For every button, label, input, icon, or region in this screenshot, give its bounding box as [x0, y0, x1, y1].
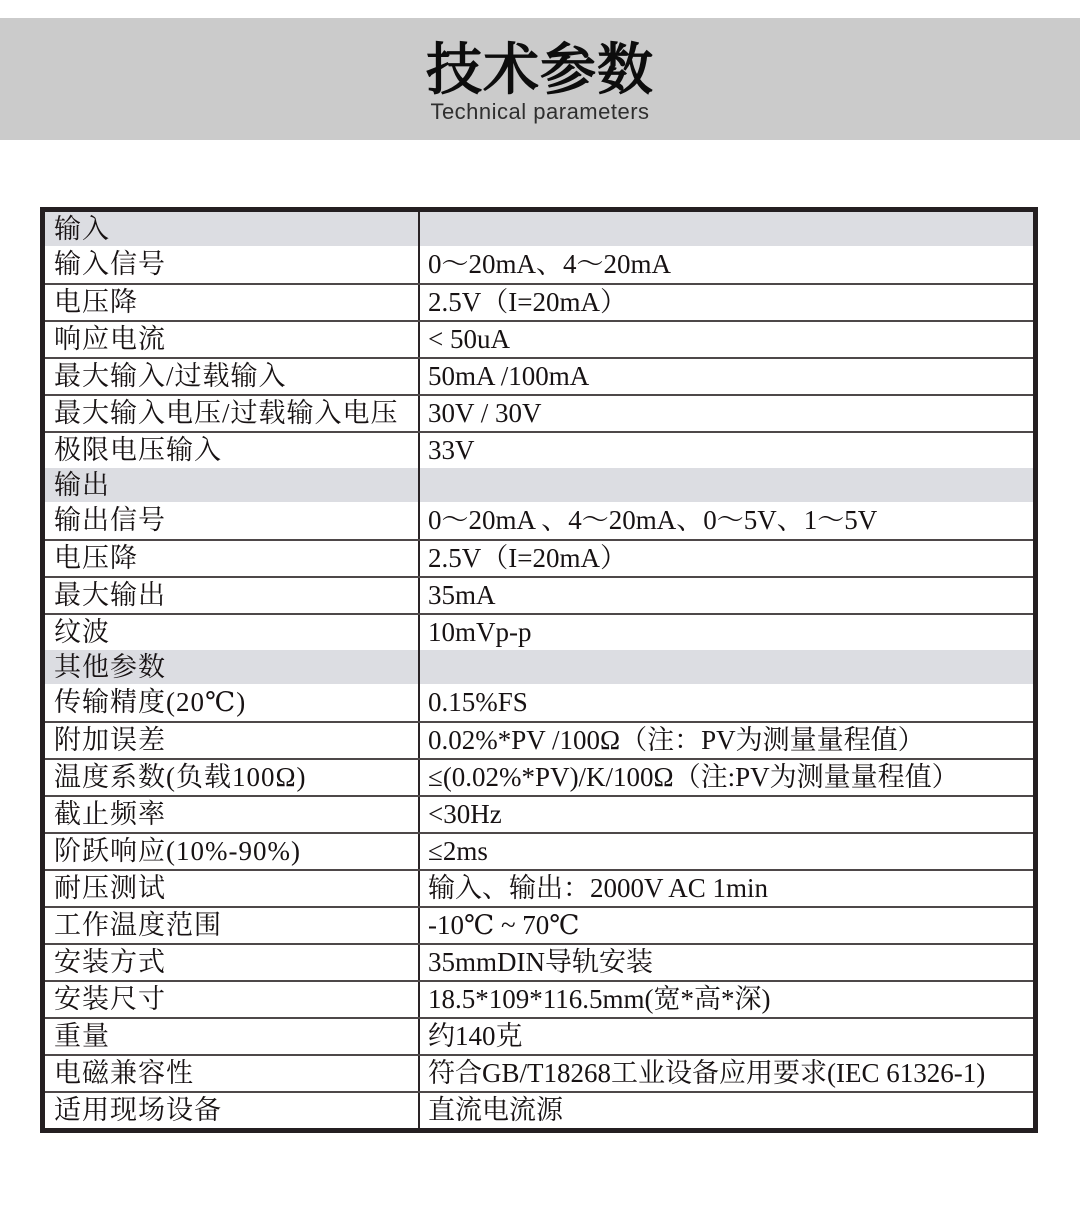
table-row: [45, 906, 1033, 943]
section-row: [45, 650, 1033, 684]
param-value-cell: -10℃ ~ 70℃: [428, 910, 580, 940]
param-label-cell: 电压降: [45, 541, 420, 576]
table-row: [45, 1054, 1033, 1091]
param-value-cell: 10mVp-p: [428, 617, 532, 647]
param-label-cell: 温度系数(负载100Ω): [45, 760, 420, 795]
spec-table: [40, 207, 1038, 1133]
section-row: [45, 468, 1033, 502]
param-label-cell: 输入: [45, 212, 420, 246]
table-row: [45, 502, 1033, 539]
param-value-cell: 2.5V（I=20mA）: [428, 543, 627, 573]
header-band: [0, 18, 1080, 140]
param-label-cell: 最大输入/过载输入: [45, 359, 420, 394]
table-row: [45, 869, 1033, 906]
param-value-cell: 0～20mA 、4～20mA、0～5V、1～5V: [428, 505, 878, 535]
param-value-cell: 30V / 30V: [428, 398, 542, 428]
param-label-cell: 纹波: [45, 615, 420, 650]
table-row: [45, 684, 1033, 721]
table-row: [45, 320, 1033, 357]
param-label-cell: 响应电流: [45, 322, 420, 357]
table-row: [45, 758, 1033, 795]
param-label-cell: 适用现场设备: [45, 1093, 420, 1128]
table-row: [45, 1091, 1033, 1128]
param-value-cell: 0.02%*PV /100Ω（注：PV为测量量程值）: [428, 725, 925, 755]
param-label-cell: 传输精度(20℃): [45, 684, 420, 721]
page-title: 技术参数: [426, 38, 654, 101]
param-label-cell: 最大输入电压/过载输入电压: [45, 396, 420, 431]
param-value-cell: 输入、输出：2000V AC 1min: [428, 873, 769, 903]
param-label-cell: 阶跃响应(10%-90%): [45, 834, 420, 869]
table-row: [45, 980, 1033, 1017]
param-value-cell: < 50uA: [428, 324, 510, 354]
param-label-cell: 电压降: [45, 285, 420, 320]
table-row: [45, 721, 1033, 758]
param-value-cell: 33V: [428, 435, 475, 465]
param-label-cell: 安装方式: [45, 945, 420, 980]
section-row: [45, 212, 1033, 246]
param-value-cell: 0～20mA、4～20mA: [428, 249, 671, 279]
param-value-cell: 0.15%FS: [428, 687, 528, 717]
table-row: [45, 613, 1033, 650]
table-row: [45, 431, 1033, 468]
param-value-cell: 符合GB/T18268工业设备应用要求(IEC 61326-1): [428, 1058, 986, 1088]
param-value-cell: 约140克: [428, 1021, 523, 1051]
param-value-cell: ≤(0.02%*PV)/K/100Ω（注:PV为测量量程值）: [428, 762, 959, 792]
param-label-cell: 截止频率: [45, 797, 420, 832]
param-label-cell: 极限电压输入: [45, 433, 420, 468]
param-value-cell: <30Hz: [428, 799, 502, 829]
param-value-cell: 18.5*109*116.5mm(宽*高*深): [428, 984, 771, 1014]
page-subtitle: Technical parameters: [430, 99, 650, 124]
param-value-cell: 2.5V（I=20mA）: [428, 287, 627, 317]
table-row: [45, 1017, 1033, 1054]
table-row: [45, 576, 1033, 613]
param-label-cell: 工作温度范围: [45, 908, 420, 943]
param-value-cell: ≤2ms: [428, 836, 488, 866]
table-row: [45, 357, 1033, 394]
table-row: [45, 539, 1033, 576]
param-label-cell: 输出信号: [45, 502, 420, 539]
param-label-cell: 输出: [45, 468, 420, 502]
table-row: [45, 943, 1033, 980]
param-value-cell: 35mA: [428, 580, 496, 610]
param-label-cell: 最大输出: [45, 578, 420, 613]
param-label-cell: 附加误差: [45, 723, 420, 758]
param-label-cell: 输入信号: [45, 246, 420, 283]
param-label-cell: 其他参数: [45, 650, 420, 684]
param-value-cell: 35mmDIN导轨安装: [428, 947, 653, 977]
table-row: [45, 832, 1033, 869]
param-label-cell: 电磁兼容性: [45, 1056, 420, 1091]
param-label-cell: 耐压测试: [45, 871, 420, 906]
param-value-cell: 直流电流源: [428, 1095, 563, 1125]
param-label-cell: 重量: [45, 1019, 420, 1054]
table-row: [45, 246, 1033, 283]
table-row: [45, 795, 1033, 832]
table-row: [45, 394, 1033, 431]
param-value-cell: 50mA /100mA: [428, 361, 590, 391]
param-label-cell: 安装尺寸: [45, 982, 420, 1017]
table-row: [45, 283, 1033, 320]
